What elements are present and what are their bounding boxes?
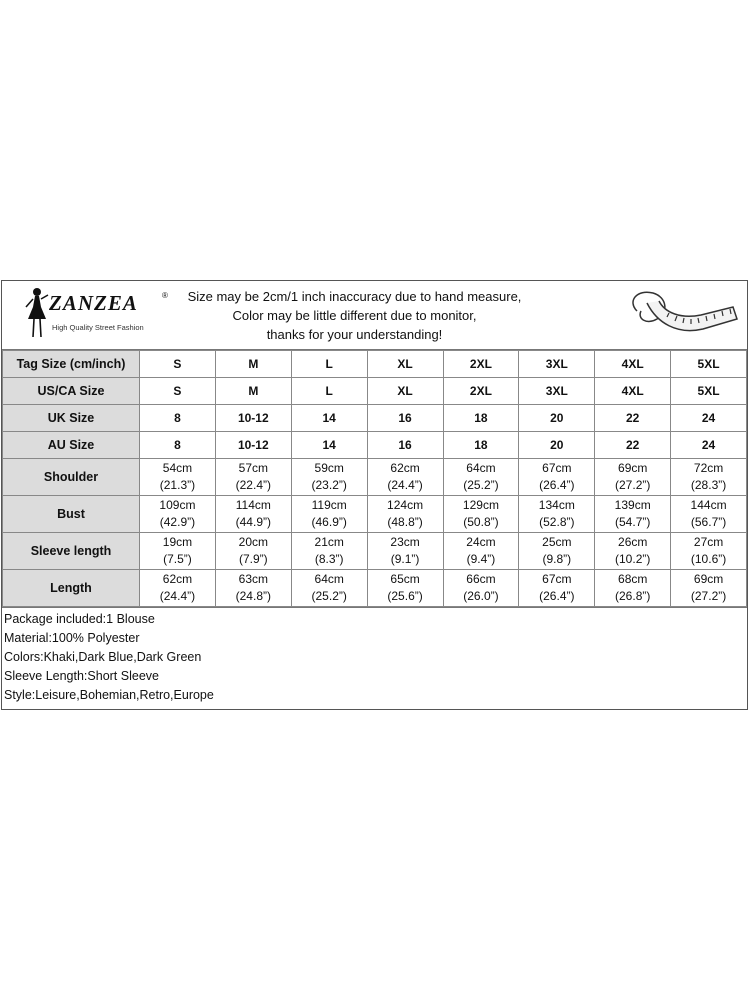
measurement-cell [140,570,216,607]
size-chart [1,280,748,710]
inch-value: (24.4”) [159,589,196,603]
row-label: Tag Size (cm/inch) [3,351,140,378]
measurement-cell [140,459,216,496]
size-cell: 4XL [595,351,671,378]
cm-value: 21cm [314,535,344,549]
measurement-cell [595,533,671,570]
size-cell: M [215,378,291,405]
inch-value: (26.4”) [539,589,575,603]
cm-value: 109cm [159,498,196,512]
size-cell: XL [367,351,443,378]
inch-value: (52.8”) [539,515,575,529]
cm-value: 69cm [618,461,648,475]
product-details [2,607,747,709]
notice-line: Color may be little different due to monitor, [232,308,477,323]
brand-tagline: High Quality Street Fashion [52,323,144,332]
cm-value: 63cm [238,572,268,586]
inch-value: (26.0”) [463,589,499,603]
inch-value: (22.4”) [235,478,271,492]
size-cell: 20 [519,432,595,459]
inch-value: (56.7”) [690,515,727,529]
measurement-row [3,459,747,496]
size-cell: 18 [443,405,519,432]
cm-value: 62cm [390,461,420,475]
measurement-cell [519,459,595,496]
detail-line: Material:100% Polyester [4,631,140,645]
measurement-cell [595,496,671,533]
cm-value: 119cm [311,498,347,512]
size-table [2,350,747,607]
tape-area [607,281,747,349]
row-label: UK Size [3,405,140,432]
inch-value: (27.2”) [690,589,727,603]
cm-value: 27cm [693,535,724,549]
row-label: Bust [3,496,140,533]
size-row [3,351,747,378]
inch-value: (46.9”) [311,515,347,529]
size-cell: 8 [140,432,216,459]
inch-value: (10.6”) [690,552,727,566]
measurement-cell [519,533,595,570]
size-cell: 16 [367,405,443,432]
registered-mark: ® [162,291,168,300]
notice-line: Size may be 2cm/1 inch inaccuracy due to hand measure, [187,289,522,304]
measurement-cell [595,570,671,607]
measurement-cell [140,496,216,533]
inch-value: (42.9”) [159,515,196,529]
inch-value: (23.2”) [311,478,347,492]
measurement-cell [291,533,367,570]
row-label: US/CA Size [3,378,140,405]
cm-value: 114cm [235,498,271,512]
cm-value: 57cm [238,461,268,475]
row-label: Sleeve length [3,533,140,570]
size-cell: 5XL [671,351,747,378]
cm-value: 66cm [466,572,496,586]
inch-value: (25.6”) [387,589,423,603]
measurement-cell [519,496,595,533]
cm-value: 72cm [693,461,724,475]
measurement-row [3,496,747,533]
size-row [3,378,747,405]
cm-value: 144cm [690,498,727,512]
detail-line: Sleeve Length:Short Sleeve [4,669,159,683]
cm-value: 62cm [162,572,193,586]
measurement-cell [519,570,595,607]
brand-name: ZANZEA [49,291,138,315]
cm-value: 124cm [387,498,424,512]
cm-value: 19cm [162,535,193,549]
inch-value: (9.1”) [390,552,420,566]
row-label: Shoulder [3,459,140,496]
chart-header [2,281,747,350]
size-cell: 5XL [671,378,747,405]
measurement-cell [671,459,747,496]
measurement-cell [443,459,519,496]
inch-value: (24.4”) [387,478,423,492]
inch-value: (9.4”) [466,552,496,566]
measurement-cell [367,496,443,533]
measurement-cell [215,459,291,496]
cm-value: 54cm [162,461,193,475]
cm-value: 68cm [618,572,648,586]
measurement-cell [291,570,367,607]
brand-logo [2,281,168,349]
row-label: AU Size [3,432,140,459]
measurement-cell [367,459,443,496]
size-row [3,432,747,459]
cm-value: 67cm [542,572,572,586]
size-cell: 14 [291,432,367,459]
measurement-cell [215,533,291,570]
size-cell: 2XL [443,378,519,405]
inch-value: (27.2”) [615,478,651,492]
inch-value: (10.2”) [615,552,651,566]
inch-value: (9.8”) [542,552,572,566]
size-cell: S [140,378,216,405]
row-label: Length [3,570,140,607]
inch-value: (54.7”) [615,515,651,529]
measurement-cell [671,570,747,607]
size-cell: 4XL [595,378,671,405]
measurement-cell [443,533,519,570]
inch-value: (44.9”) [235,515,271,529]
cm-value: 139cm [614,498,651,512]
notice-line: thanks for your understanding! [266,327,443,342]
measurement-cell [140,533,216,570]
cm-value: 65cm [390,572,420,586]
cm-value: 24cm [466,535,496,549]
inch-value: (26.4”) [539,478,575,492]
inch-value: (26.8”) [615,589,651,603]
size-cell: 24 [671,432,747,459]
inch-value: (28.3”) [690,478,727,492]
size-cell: 24 [671,405,747,432]
detail-line: Colors:Khaki,Dark Blue,Dark Green [4,650,202,664]
detail-line: Style:Leisure,Bohemian,Retro,Europe [4,688,214,702]
size-cell: M [215,351,291,378]
size-cell: 22 [595,405,671,432]
cm-value: 26cm [618,535,648,549]
measurement-cell [443,496,519,533]
size-cell: 3XL [519,378,595,405]
cm-value: 64cm [314,572,344,586]
inch-value: (48.8”) [387,515,423,529]
cm-value: 25cm [542,535,572,549]
detail-line: Package included:1 Blouse [4,612,155,626]
inch-value: (8.3”) [314,552,344,566]
size-cell: 22 [595,432,671,459]
measurement-cell [367,533,443,570]
woman-silhouette-icon [24,287,50,339]
size-cell: L [291,378,367,405]
inch-value: (21.3”) [159,478,196,492]
cm-value: 129cm [462,498,499,512]
measurement-cell [367,570,443,607]
cm-value: 67cm [542,461,572,475]
size-cell: 2XL [443,351,519,378]
size-cell: 10-12 [215,432,291,459]
measuring-tape-icon [617,283,742,345]
size-row [3,405,747,432]
inch-value: (7.5”) [163,552,192,566]
size-cell: XL [367,378,443,405]
inch-value: (50.8”) [463,515,499,529]
size-cell: S [140,351,216,378]
cm-value: 20cm [238,535,268,549]
size-cell: 3XL [519,351,595,378]
measurement-cell [215,496,291,533]
inch-value: (24.8”) [235,589,271,603]
size-cell: 10-12 [215,405,291,432]
inch-value: (25.2”) [463,478,499,492]
size-cell: 18 [443,432,519,459]
cm-value: 69cm [693,572,724,586]
measurement-cell [595,459,671,496]
measurement-notice [142,281,607,349]
size-cell: L [291,351,367,378]
measurement-cell [215,570,291,607]
size-cell: 14 [291,405,367,432]
size-cell: 16 [367,432,443,459]
cm-value: 59cm [314,461,344,475]
inch-value: (7.9”) [238,552,268,566]
inch-value: (25.2”) [311,589,347,603]
measurement-row [3,533,747,570]
cm-value: 64cm [466,461,496,475]
measurement-cell [443,570,519,607]
size-cell: 20 [519,405,595,432]
measurement-row [3,570,747,607]
cm-value: 134cm [538,498,575,512]
measurement-cell [291,459,367,496]
cm-value: 23cm [390,535,420,549]
measurement-cell [671,496,747,533]
size-cell: 8 [140,405,216,432]
measurement-cell [291,496,367,533]
measurement-cell [671,533,747,570]
